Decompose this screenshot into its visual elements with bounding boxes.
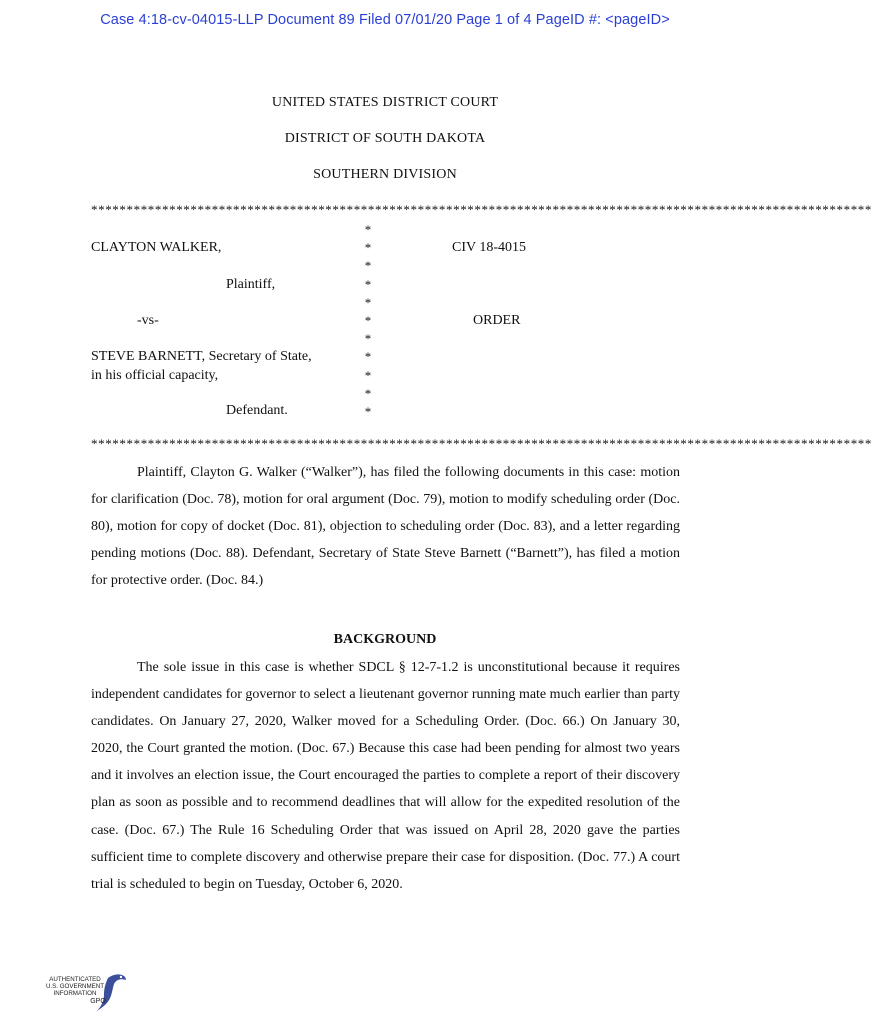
case-number: CIV 18-4015 (452, 240, 527, 255)
star-mark: * (364, 404, 372, 420)
logo-line-2: U.S. GOVERNMENT (45, 983, 105, 990)
gpo-authentication-logo (46, 970, 130, 1014)
star-mark: * (364, 313, 372, 329)
star-mark: * (364, 331, 372, 347)
caption-star-separator (362, 221, 374, 421)
logo-line-1: AUTHENTICATED (49, 976, 101, 983)
section-heading: BACKGROUND (333, 632, 437, 647)
case-header-stamp: Case 4:18-cv-04015-LLP Document 89 Filed 07/01/20 Page 1 of 4 PageID #: <pageID> (100, 12, 670, 28)
star-mark: * (364, 276, 372, 292)
intro-paragraph-block (91, 459, 680, 594)
plaintiff-role: Plaintiff, (226, 277, 276, 292)
star-mark: * (364, 258, 372, 274)
defendant-role: Defendant. (226, 403, 288, 418)
court-division: SOUTHERN DIVISION (313, 167, 457, 182)
logo-line-3: INFORMATION (53, 990, 97, 997)
star-mark: * (364, 294, 372, 310)
background-paragraph: The sole issue in this case is whether SDCL § 12-7-1.2 is unconstitutional because it requires independent candidates for governor to select a lieutenant governor running mate much earlier than party candidates. On January 27, 2020, Walker moved for a Scheduling Order. (Doc. 66.) On January 30, 2020, the Court granted the motion. (Doc. 67.) Because this case had been pending for almost two years and it involves an election issue, the Court encouraged the parties to complete a report of their discovery plan as soon as possible and to recommend deadlines that will allow for the expedited resolution of the case. (Doc. 67.) The Rule 16 Scheduling Order that was issued on April 28, 2020 gave the parties sufficient time to complete discovery and otherwise prepare their case for disposition. (Doc. 77.) A court trial is scheduled to begin on Tuesday, October 6, 2020. (91, 660, 680, 892)
defendant-name: STEVE BARNETT, Secretary of State, (91, 349, 312, 364)
eagle-icon (46, 970, 130, 1014)
plaintiff-name: CLAYTON WALKER, (91, 240, 222, 255)
defendant-capacity: in his official capacity, (91, 368, 219, 383)
star-mark: * (364, 240, 372, 256)
background-paragraph-block (91, 654, 680, 898)
court-district: DISTRICT OF SOUTH DAKOTA (284, 131, 486, 146)
star-mark: * (364, 385, 372, 401)
intro-paragraph: Plaintiff, Clayton G. Walker (“Walker”), has filed the following documents in this case: motion for clarification (Doc. 78), motion for oral argument (Doc. 79), motion to modify scheduling order (Doc. 80), motion for copy of docket (Doc. 81), objection to scheduling order (Doc. 83), and a letter regarding pending motions (Doc. 88). Defendant, Secretary of State Steve Barnett (“Barnett”), has filed a motion for protective order. (Doc. 84.) (91, 465, 680, 589)
star-rule-top: ************************************************************************************************************** (91, 202, 872, 217)
court-name: UNITED STATES DISTRICT COURT (271, 95, 499, 110)
logo-line-4: GPO (90, 998, 106, 1005)
star-mark: * (364, 349, 372, 365)
document-type: ORDER (473, 313, 521, 328)
star-rule-bottom: ************************************************************************************************************** (91, 436, 872, 451)
versus-label: -vs- (137, 313, 159, 328)
star-mark: * (364, 367, 372, 383)
star-mark: * (364, 222, 372, 237)
